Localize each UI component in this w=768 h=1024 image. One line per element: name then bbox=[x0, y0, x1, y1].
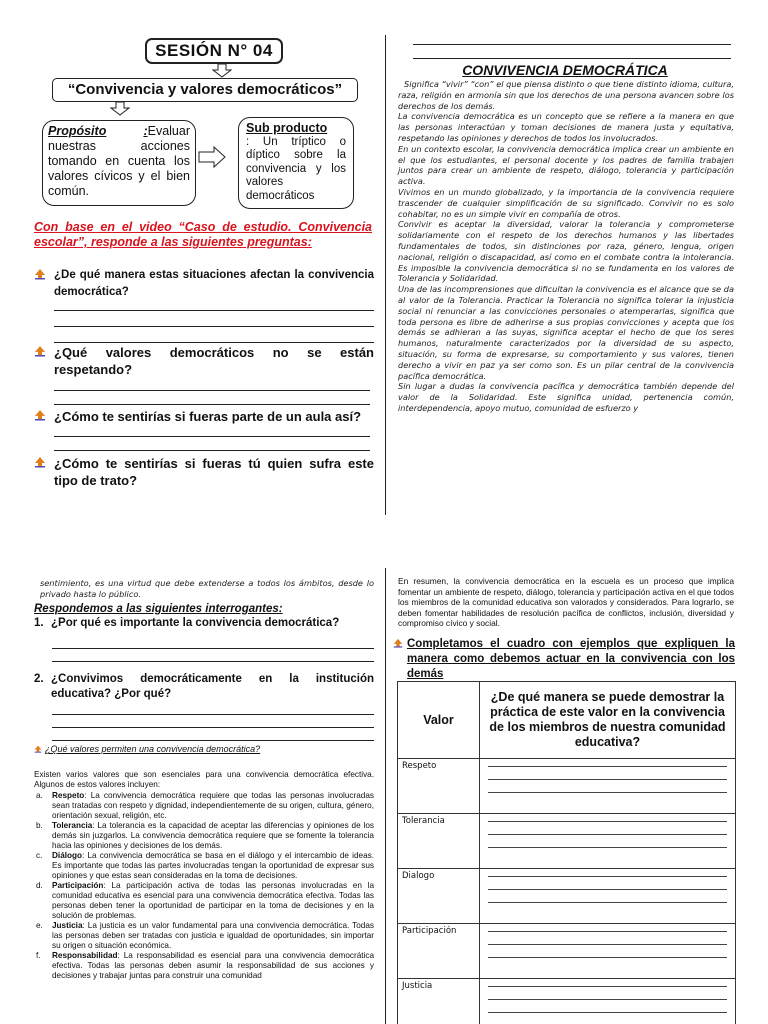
reading-body bbox=[398, 79, 734, 414]
reading-paragraph: La convivencia democrática es un concepto que se refiere a la manera en que las personas interactúan y toman decisiones de manera justa y equitativa, respetando las opiniones y derechos de todos los involucrados. bbox=[398, 111, 734, 143]
reading-paragraph: Vivimos en un mundo globalizado, y la importancia de la convivencia requiere trascender de cualquier simplificación de su significado. Convivir no es solo cohabitar, no es un simple vivir en compañía de otros. bbox=[398, 186, 734, 219]
answer-cell[interactable] bbox=[480, 759, 736, 814]
answer-line bbox=[54, 436, 370, 437]
down-arrow-icon bbox=[110, 102, 130, 116]
right-arrow-icon bbox=[198, 146, 226, 168]
values-question-text: ¿Qué valores permiten una convivencia democrática? bbox=[45, 744, 261, 754]
question-number: 1. bbox=[34, 617, 44, 629]
answer-line bbox=[54, 404, 370, 405]
column-header-value: Valor bbox=[398, 682, 480, 759]
list-item bbox=[34, 951, 374, 981]
question-number: 2. bbox=[34, 673, 44, 685]
reading-paragraph: En un contexto escolar, la convivencia democrática implica crear un ambiente en el que los estudiantes, el personal docente y los padres de familia trabajen juntos para crear un ambiente de respeto, diálogo, tolerancia y participación activa. bbox=[398, 143, 734, 187]
list-letter: f. bbox=[36, 951, 41, 960]
topic-title: “Convivencia y valores democráticos” bbox=[52, 78, 358, 102]
values-table bbox=[397, 681, 736, 1024]
purpose-box bbox=[42, 120, 196, 206]
answer-line bbox=[52, 727, 374, 728]
list-letter: e. bbox=[36, 921, 43, 930]
video-instruction: Con base en el video “Caso de estudio. Convivencia escolar”, responde a las siguientes preguntas: bbox=[34, 220, 372, 249]
list-item bbox=[34, 921, 374, 951]
arrow-bullet-icon bbox=[34, 409, 46, 421]
list-item bbox=[34, 881, 374, 921]
arrow-bullet-icon bbox=[34, 456, 46, 468]
values-list bbox=[34, 791, 374, 981]
answer-cell[interactable] bbox=[480, 924, 736, 979]
table-instruction bbox=[393, 637, 735, 682]
purpose-text: Evaluar nuestras acciones tomando en cuenta los valores cívicos y el bien común. bbox=[48, 124, 190, 198]
answer-line bbox=[54, 342, 374, 343]
list-item bbox=[34, 821, 374, 851]
subproduct-box bbox=[238, 117, 354, 209]
reading-paragraph: Sin lugar a dudas la convivencia pacífica y democrática también depende del valor de la Solidaridad. Este significa unidad, pertenencia común, interdependencia, apoyo mutuo, comunidad de esfuerzo y bbox=[398, 381, 734, 413]
value-description: : La justicia es un valor fundamental para una convivencia democrática. Todas las personas deben ser tratadas con justicia e igualdad de oportunidades, sin importar su origen o situación económica. bbox=[52, 921, 374, 950]
value-description: : La tolerancia es la capacidad de aceptar las diferencias y opiniones de los demás sin juzgarlos. La convivencia democrática requiere que se fomente la tolerancia hacia las opiniones y decisiones de los demás. bbox=[52, 821, 374, 850]
column-divider bbox=[385, 35, 386, 515]
value-cell: Participación bbox=[398, 924, 480, 979]
values-question bbox=[34, 744, 260, 754]
reading-paragraph: Una de las incomprensiones que dificultan la convivencia es el alcance que se da al valor de la Tolerancia. Practicar la Tolerancia no significa tolerar la injusticia social ni renunciar a las convicciones personales o atemperarlas, significa que toda persona es libre de adherirse a sus propias convicciones y acepta que los demás se adhieran a las suyas, significa aceptar el hecho de que los seres humanos, naturalmente caracterizados por la diversidad de su aspecto, situación, su forma de expresarse, su comportamiento y sus valores, tienen derecho a vivir en paz ya ser como son. Es un pilar central de la convivencia pacífica democrática. bbox=[398, 284, 734, 381]
question-text: ¿Qué valores democráticos no se están respetando? bbox=[54, 345, 374, 377]
value-name: Justicia bbox=[52, 921, 83, 930]
table-row bbox=[398, 869, 736, 924]
question-item bbox=[34, 344, 374, 378]
table-header-row bbox=[398, 682, 736, 759]
question-text: ¿Por qué es importante la convivencia democrática? bbox=[51, 617, 340, 629]
question-item bbox=[34, 408, 374, 425]
down-arrow-icon bbox=[212, 64, 232, 78]
purpose-label: Propósito bbox=[48, 124, 107, 138]
answer-line bbox=[52, 714, 374, 715]
summary-paragraph: En resumen, la convivencia democrática en la escuela es un proceso que implica fomentar un ambiente de respeto, diálogo, tolerancia y participación activa en el que todos los miembros de la comunidad educativa son valorados y considerados. Para lograrlo, se deben fomentar habilidades de resolución pacífica de conflictos, inclusión, diversidad y compromiso cívico y social. bbox=[398, 576, 734, 628]
answer-line bbox=[52, 648, 374, 649]
table-row bbox=[398, 814, 736, 869]
value-cell: Dialogo bbox=[398, 869, 480, 924]
session-title: SESIÓN N° 04 bbox=[145, 38, 283, 64]
value-cell: Respeto bbox=[398, 759, 480, 814]
value-description: : La responsabilidad es esencial para una convivencia democrática efectiva. Todas las personas deben asumir la responsabilidad de sus acciones y decisiones y trabajar juntas para construir una comunidad bbox=[52, 951, 374, 980]
question-text: ¿Cómo te sentirías si fueras parte de un aula así? bbox=[54, 409, 362, 424]
answer-line bbox=[52, 740, 374, 741]
list-letter: d. bbox=[36, 881, 43, 890]
header-line bbox=[413, 58, 731, 59]
value-name: Tolerancia bbox=[52, 821, 93, 830]
numbered-question bbox=[34, 672, 374, 702]
value-name: Responsabilidad bbox=[52, 951, 118, 960]
reading-continuation: sentimiento, es una virtud que debe extenderse a todos los ámbitos, desde lo privado hasta lo público. bbox=[40, 578, 374, 599]
subproduct-text: : Un tríptico o díptico sobre la convivencia y los valores democráticos bbox=[246, 135, 346, 202]
list-letter: c. bbox=[36, 851, 43, 860]
table-row bbox=[398, 924, 736, 979]
list-letter: b. bbox=[36, 821, 43, 830]
table-row bbox=[398, 759, 736, 814]
answer-cell[interactable] bbox=[480, 869, 736, 924]
column-divider bbox=[385, 568, 386, 1024]
reading-title: CONVIVENCIA DEMOCRÁTICA bbox=[462, 62, 668, 78]
question-text: ¿De qué manera estas situaciones afectan la convivencia democrática? bbox=[54, 269, 374, 298]
arrow-bullet-icon bbox=[34, 745, 42, 753]
column-header-practice: ¿De qué manera se puede demostrar la práctica de este valor en la convivencia de los miembros de nuestra comunidad educativa? bbox=[480, 682, 736, 759]
answer-line bbox=[54, 390, 370, 391]
value-cell: Justicia bbox=[398, 979, 480, 1024]
reading-paragraph: Significa “vivir” “con” el que piensa distinto o que tiene distinto idioma, cultura, raza, religión en armonía sin que los derechos de una persona avancen sobre los derechos de los demás. bbox=[398, 79, 734, 111]
value-description: : La convivencia democrática se basa en el diálogo y el intercambio de ideas. Es importante que todas las partes involucradas tengan la oportunidad de expresar sus opiniones y que estas sean consideradas en la toma de decisiones. bbox=[52, 851, 374, 880]
value-description: : La convivencia democrática requiere que todas las personas involucradas sean tratadas con respeto y dignidad, independientemente de su origen, cultura, género, orientación sexual, religión, etc. bbox=[52, 791, 374, 820]
numbered-question bbox=[34, 616, 374, 631]
answer-line bbox=[54, 450, 370, 451]
value-name: Participación bbox=[52, 881, 104, 890]
value-description: : La participación activa de todas las personas involucradas en la comunidad educativa es esencial para una convivencia democrática efectiva. Todas las personas deben tener la oportunidad de participar en la toma de decisiones y en la solución de problemas. bbox=[52, 881, 374, 920]
question-item bbox=[34, 267, 374, 301]
value-name: Respeto bbox=[52, 791, 85, 800]
arrow-bullet-icon bbox=[34, 268, 46, 280]
value-cell: Tolerancia bbox=[398, 814, 480, 869]
subproduct-label: Sub producto bbox=[246, 121, 328, 135]
values-intro: Existen varios valores que son esenciales para una convivencia democrática efectiva. Algunos de estos valores incluyen: bbox=[34, 770, 374, 789]
list-letter: a. bbox=[36, 791, 43, 800]
answer-cell[interactable] bbox=[480, 814, 736, 869]
list-item bbox=[34, 851, 374, 881]
respond-heading: Respondemos a las siguientes interrogantes: bbox=[34, 603, 283, 615]
table-instruction-text: Completamos el cuadro con ejemplos que expliquen la manera como debemos actuar en la convivencia con los demás bbox=[407, 638, 735, 680]
question-item bbox=[34, 455, 374, 489]
arrow-bullet-icon bbox=[34, 345, 46, 357]
table-row bbox=[398, 979, 736, 1024]
answer-line bbox=[52, 661, 374, 662]
arrow-bullet-icon bbox=[393, 638, 403, 648]
value-name: Diálogo bbox=[52, 851, 83, 860]
answer-line bbox=[54, 326, 374, 327]
list-item bbox=[34, 791, 374, 821]
question-text: ¿Convivimos democráticamente en la institución educativa? ¿Por qué? bbox=[51, 673, 374, 700]
reading-paragraph: Convivir es aceptar la diversidad, valorar la tolerancia y comprometerse solidariamente con el respeto de los derechos humanos y las libertades fundamentales de todos, sin distinciones por raza, género, lengua, origen nacional, religión o discapacidad, así como en el combate contra la intolerancia. Es imposible la convivencia democrática si no se fundamenta en los valores de Tolerancia y Solidaridad. bbox=[398, 219, 734, 284]
answer-cell[interactable] bbox=[480, 979, 736, 1024]
purpose-colon: : bbox=[143, 124, 148, 138]
worksheet-page-2 bbox=[0, 568, 768, 1024]
header-line bbox=[413, 44, 731, 45]
question-text: ¿Cómo te sentirías si fueras tú quien sufra este tipo de trato? bbox=[54, 456, 374, 488]
answer-line bbox=[54, 310, 374, 311]
